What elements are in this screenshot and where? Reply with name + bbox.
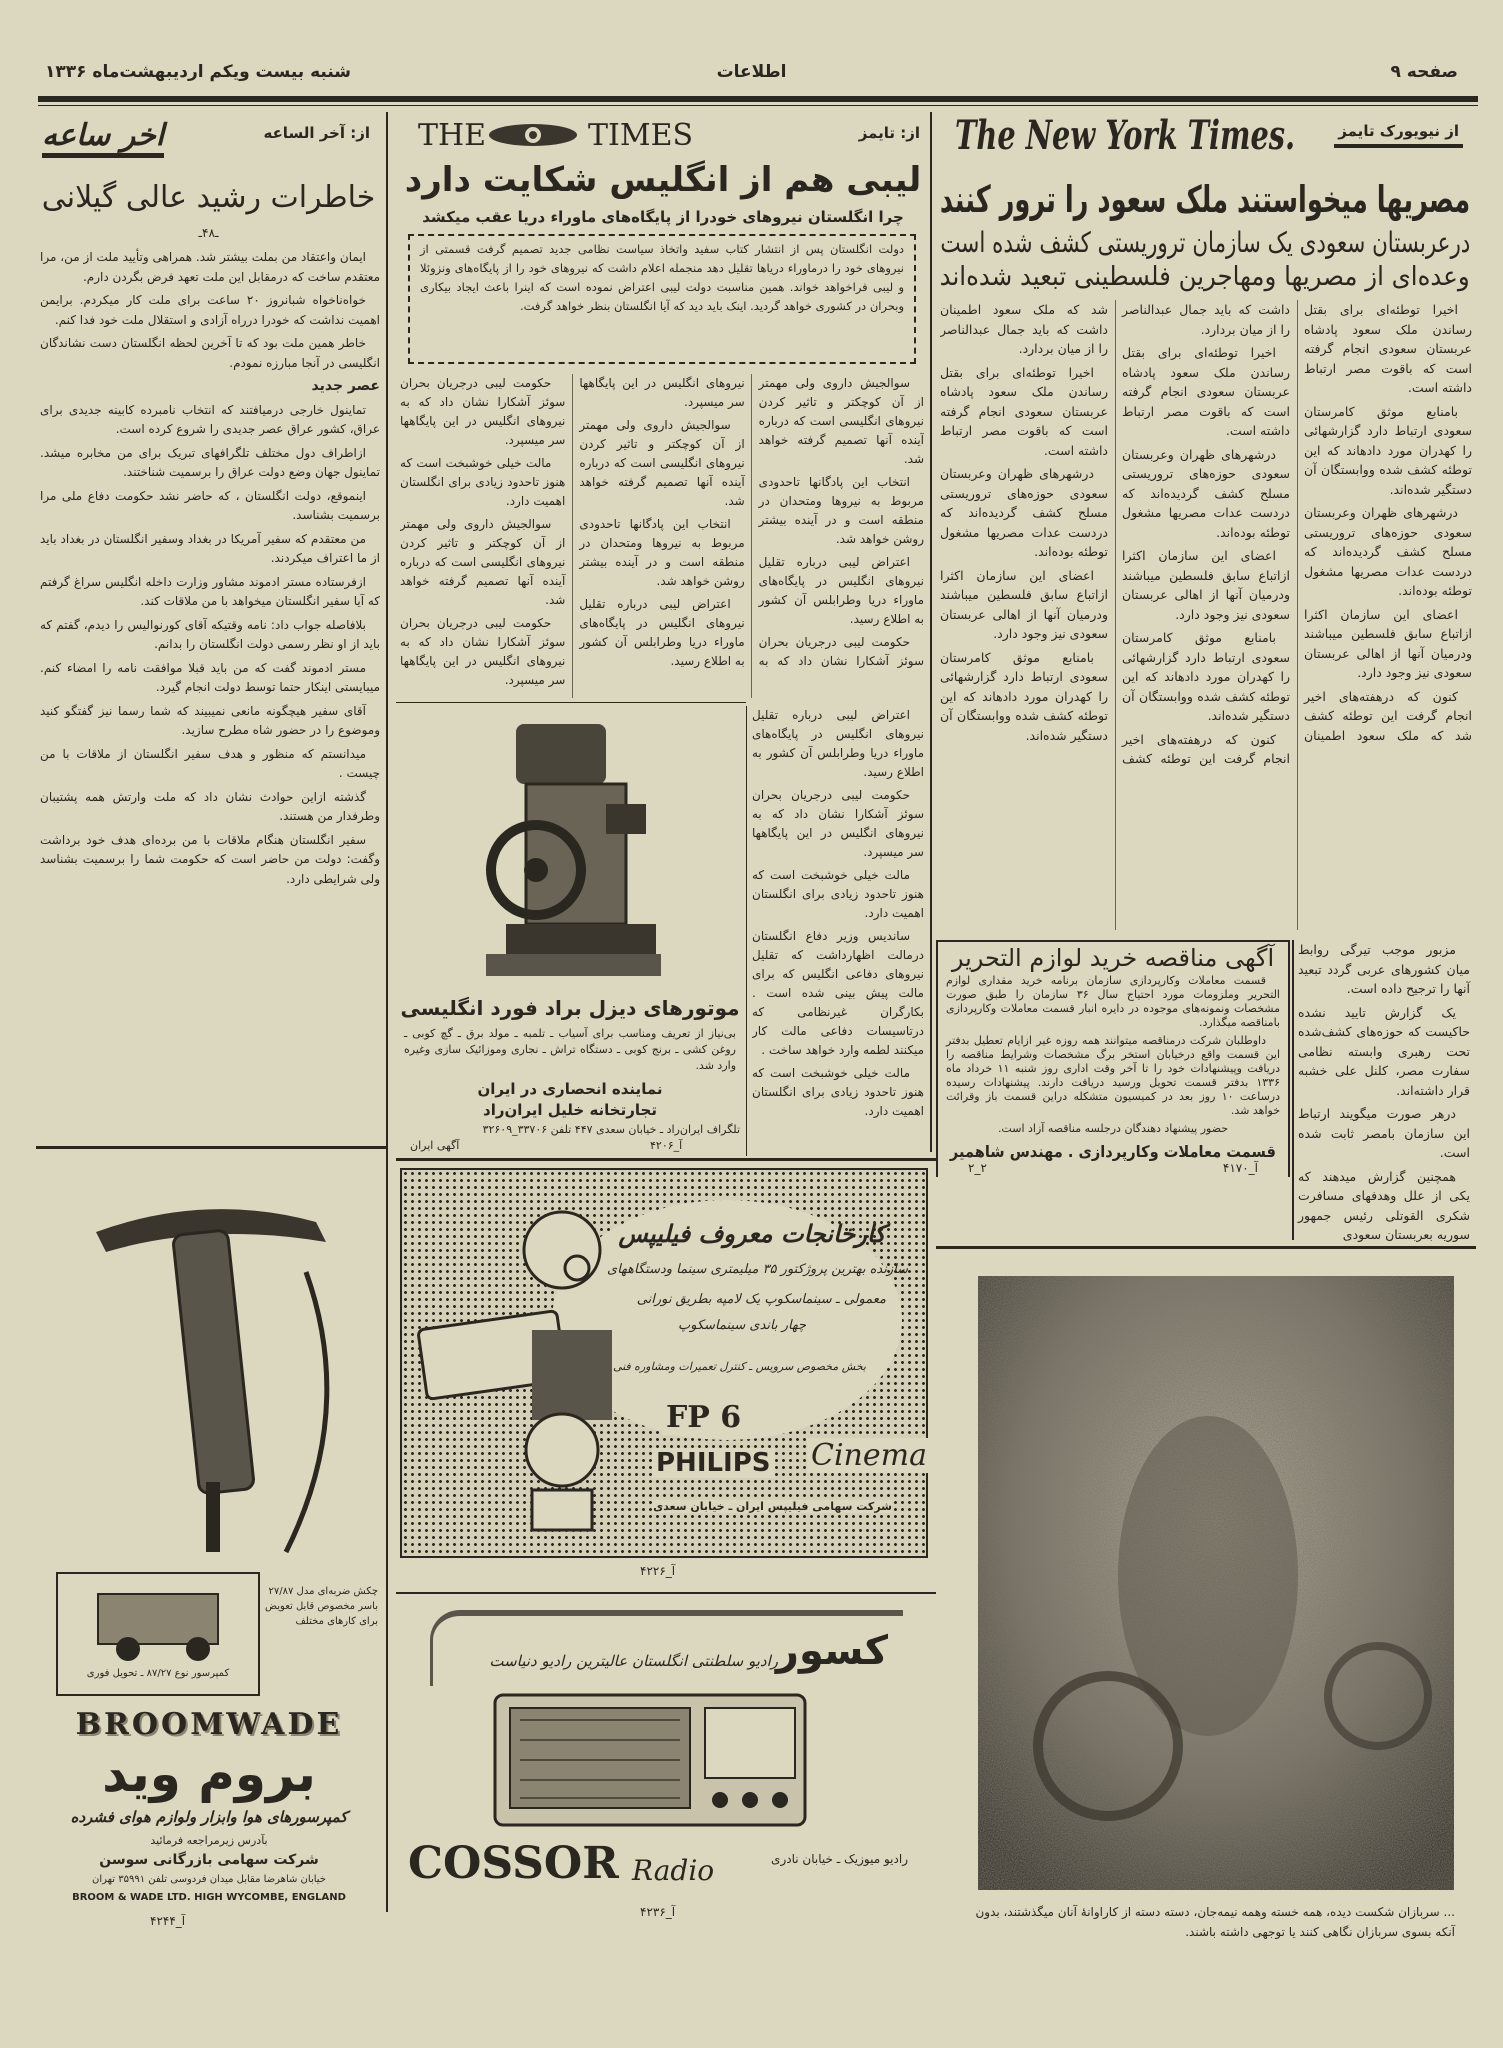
paragraph: حضور پیشنهاد دهندگان درجلسه مناقصه آزاد است. (997, 1122, 1229, 1135)
times-article-body (400, 374, 924, 698)
paragraph: حکومت لیبی درجریان بحران سوئز آشکارا نشان داد که به نیروهای انگلیس در این پایگاهها سر میسپرد. (579, 376, 924, 668)
nyt-masthead (955, 112, 1295, 159)
jackhammer-illustration (56, 1152, 376, 1562)
header-rule (38, 96, 1478, 102)
section-rule (36, 1146, 386, 1149)
philips-ad-line: سازنده بهترین پروژکتور ۳۵ میلیمتری سینما ودستگاههای (607, 1262, 908, 1277)
headline-text: لیبی هم از انگلیس شکایت دارد (404, 160, 922, 200)
section-rule (396, 1592, 936, 1594)
paragraph: ساندیس وزیر دفاع انگلستان درمالت اظهارداشت که تقلیل نیروهای دفاعی انگلیس که برای مالت پیش بینی شده است . بکارگران غیرنظامی که درتاسیسات دفاعی مالت کار میکنند لطمه وارد خواهد ساخت . (752, 929, 924, 1057)
paragraph: سوالجیش داروی ولی مهمتر از آن کوچکتر و تاثیر کردن نیروهای انگلیسی است که درباره آینده آنها تصمیم گرفته خواهد شد. (758, 376, 924, 466)
paragraph: اینموقع، دولت انگلستان ، که حاضر نشد حکومت دفاع ملی مرا برسمیت بشناسد. (40, 488, 380, 522)
nyt-subhead-2 (940, 262, 1470, 292)
nyt-article-body (940, 300, 1472, 930)
ad-code: آ_۴۱۷۰ (1222, 1161, 1258, 1175)
address-text: خیابان شاهرضا مقابل میدان فردوسی تلفن ۳۵۹۹۱ تهران (92, 1874, 326, 1885)
column-divider (930, 112, 932, 1152)
nyt-subhead-1 (940, 226, 1470, 259)
paragraph: میدانستم که منظور و هدف سفیر انگلستان از ملاقات با من چیست . (40, 746, 380, 780)
war-photo (978, 1276, 1454, 1890)
paragraph: حکومت لیبی درجریان بحران سوئز آشکارا نشان داد که به نیروهای انگلیس در این پایگاهها سر میسپرد. (752, 788, 924, 859)
title-text: کارخانجات معروف فیلیپس (618, 1220, 886, 1248)
diesel-engine-illustration (476, 710, 666, 992)
paragraph: ازاطراف دول مختلف تلگرافهای تبریک برای من مخابره میشد. تماینول جهان وضع دولت عراق را برسمیت شناختند. (40, 445, 380, 479)
paragraph: اخیرا توطئه‌ای برای بقتل رساندن ملک سعود پادشاه عربستان سعودی انجام گرفته است که باقوت مصر ارتباط داشته است. (1304, 302, 1472, 395)
paragraph: اعتراض لیبی درباره تقلیل نیروهای انگلیس در پایگاه‌های ماوراء دریا وطرابلس آن کشور به اطلاع رسید. (579, 597, 745, 668)
cossor-brand: COSSOR (408, 1838, 619, 1889)
tagline-text: کمپرسورهای هوا وابزار ولوازم هوای فشرده (70, 1808, 348, 1826)
subhead-text: درعربستان سعودی یک سازمان تروریستی کشف شده است (940, 226, 1470, 259)
title-text: آگهی مناقصه خرید لوازم التحریر (951, 944, 1275, 972)
philips-brand: PHILIPS (652, 1448, 775, 1478)
section-rule (396, 1158, 936, 1161)
ad-code: ۲_۲ (968, 1161, 987, 1175)
paragraph: اعضای این سازمان اکثرا ازاتباع سابق فلسطین میباشند ودرمیان آنها از اهالی عربستان سعودی نیز وجود دارد. (1122, 548, 1290, 622)
ad-code: آ_۴۲۴۴ (150, 1914, 186, 1928)
paragraph: گذشته ازاین حوادث نشان داد که ملت وارتش همه پشتیبان وطرفدار من هستند. (40, 789, 380, 823)
address-text: تلگراف ایران‌راد ـ خیابان سعدی ۴۴۷ تلفن ۳۳۷۰۶_۳۲۶۰۹ (482, 1123, 740, 1136)
cossor-brand-fa: کسور (775, 1628, 888, 1674)
paragraph: اعضای این سازمان اکثرا ازاتباع سابق فلسطین میباشند ودرمیان آنها از اهالی عربستان سعودی نیز وجود دارد. (1304, 606, 1472, 680)
paragraph: بامنابع موثق کامرستان سعودی ارتباط دارد گزارشهائی را کهدران مورد دادهاند که این توطئه کشف شده ووابستگان آن دستگیر شده‌اند. (940, 649, 1108, 743)
cossor-tagline: رادیو سلطنتی انگلستان عالیترین رادیو دنیاست (489, 1652, 778, 1670)
maker-text: BROOM & WADE LTD. HIGH WYCOMBE, ENGLAND (72, 1892, 346, 1903)
akhbar-headline (36, 180, 381, 215)
paragraph: حکومت لیبی درجریان بحران سوئز آشکارا نشان داد که به نیروهای انگلیس در این پایگاهها سر میسپرد. (400, 616, 566, 687)
philips-cinema-script: Cinema (807, 1438, 931, 1473)
paragraph: تماینول خارجی درمیافتند که انتخاب نامبرده کابینه جدیدی برای عراق، کشور عراق عصر جدیدی را شروع کرده است. (40, 402, 380, 436)
times-summary-box (408, 234, 916, 364)
paragraph: انتخاب این پادگانها تاحدودی مربوط به نیروها ومتحدان در منطقه است و در آینده بیشتر روشن خواهد شد. (758, 475, 924, 546)
akhbar-logo: اخر ساعه (42, 118, 164, 158)
broomwade-brand (36, 1707, 382, 1742)
broomwade-maker (36, 1892, 382, 1903)
page-number: صفحه ۹ (1390, 62, 1458, 82)
film-projector-illustration (412, 1210, 642, 1540)
ford-ad-address (400, 1123, 740, 1136)
section-heading: عصر جدید (311, 378, 380, 394)
ford-ad-company (396, 1101, 744, 1119)
header-rule-thin (38, 105, 1478, 106)
compressor-inset (56, 1572, 260, 1696)
column-divider (746, 706, 747, 1156)
paragraph: ازفرستاده مستر ادموند مشاور وزارت داخله انگلیس سراغ گرفتم که آیا سفیر انگلستان میخواهد با من ملاقات کند. (40, 574, 380, 608)
paragraph: مالت خیلی خوشبخت است که هنوز تاحدود زیادی برای انگلستان اهمیت دارد. (752, 1066, 924, 1118)
paragraph: همچنین گزارش میدهند که یکی از علل وهدفهای مسافرت شکری القوتلی رئیس جمهور سوریه بعربستان سعودی (1298, 1168, 1470, 1242)
paragraph: درشهرهای ظهران وعربستان سعودی حوزه‌های تروریستی مسلح کشف گردیده‌اند که دردست عدات مصریها مشغول توطئه بوده‌اند. (940, 466, 1108, 559)
nyt-headline (940, 178, 1470, 221)
masthead-text: The New York Times. (955, 112, 1296, 159)
nyt-source-label: از نیویورک تایمز (1334, 122, 1463, 148)
times-crest-icon (486, 122, 580, 148)
philips-cinema-ad (400, 1168, 928, 1558)
ad-code: آ_۴۲۳۶ (640, 1905, 676, 1919)
headline-text: خاطرات رشید عالی گیلانی (41, 180, 376, 215)
philips-ad-title (602, 1220, 902, 1248)
paragraph: یک گزارش تایید نشده حاکیست که حوزه‌های کشف‌شده تحت رهبری وابسته نظامی سفارت مصر، کلنل علی خشبه قرار داشته‌اند. (1298, 1004, 1470, 1098)
ford-ad-title (396, 996, 744, 1020)
broomwade-tagline (36, 1808, 382, 1826)
broomwade-address (36, 1874, 382, 1885)
paragraph: کنون که درهفته‌های اخیر انجام گرفت این توطئه کشف شد که ملک سعود اطمینان داشت که باید جمال عبدالناصر را از میان بردارد. (940, 302, 1290, 766)
ad-code: آ_۴۲۰۶ (650, 1139, 683, 1152)
paragraph: سفیر انگلستان هنگام ملاقات با من برده‌ای هدف خود برداشت وگفت: دولت من حاضر است که حکومت شما را برسمیت بشناسد ولی شرایطی دارد. (40, 832, 380, 886)
agent-text: نماینده انحصاری در ایران (477, 1080, 663, 1098)
paragraph: بامنابع موثق کامرستان سعودی ارتباط دارد گزارشهائی را کهدران مورد دادهاند که این توطئه کشف شده ووابستگان آن دستگیر شده‌اند. (1304, 403, 1472, 497)
paragraph: آقای سفیر هیچگونه مانعی نمیبیند که شما رسما نیز گفتگو کنید وموضوع را در حضور شاه مطرح سازید. (40, 703, 380, 737)
paragraph: سوالجیش داروی ولی مهمتر از آن کوچکتر و تاثیر کردن نیروهای انگلیسی است که درباره آینده آنها تصمیم گرفته خواهد شد. (579, 418, 745, 508)
section-rule (936, 1246, 1476, 1249)
paragraph: خواه‌ناخواه شبانروز ۲۰ ساعت برای ملت کار میکردم. برایمن اهمیت نداشت که خودرا درراه آزادی و استقلال ملت خود فدا کنم. (40, 293, 380, 327)
jackhammer-note: چکش ضربه‌ای مدل ۲۷/۸۷ باسر مخصوص قابل تعویض برای کارهای مختلف (265, 1586, 378, 1627)
compressor-caption: کمپرسور نوع ۸۷/۲۷ ـ تحویل فوری (86, 1668, 230, 1679)
company-text: تجارتخانه خلیل ایران‌راد (483, 1101, 657, 1119)
paragraph: اعتراض لیبی درباره تقلیل نیروهای انگلیس در پایگاه‌های ماوراء دریا وطرابلس آن کشور به اطلاع رسید. (758, 555, 924, 626)
paragraph: داوطلبان شرکت درمناقصه میتوانند همه روزه غیر ازایام تعطیل بدفتر این قسمت واقع درخیابان استخر برگ مشخصات وشرایط مناقصه را دریافت وپیشنهادات خود را تا آخر وقت اداری روز شنبه ۱۱ خرداد ماه ۱۳۳۶ بدفتر قسمت تحویل ورسید دریافت دارند. پیشنهادات رسیده درساعت ۱۰ روز بعد در کمیسیون متشکله دراین قسمت باز وقرائت خواهد شد. (946, 1034, 1281, 1117)
paragraph: انتخاب این پادگانها تاحدودی مربوط به نیروها ومتحدان در منطقه است و در آینده بیشتر روشن خواهد شد. (579, 517, 745, 588)
column-divider (386, 112, 388, 1912)
newspaper-name: اطلاعات (716, 62, 787, 82)
times-headline (398, 160, 928, 200)
paragraph: کنون که درهفته‌های اخیر انجام گرفت این توطئه کشف شد که ملک سعود اطمینان داشت که باید جمال عبدالناصر را از میان بردارد. (1122, 302, 1472, 743)
akhbar-article-body (40, 248, 380, 1128)
subhead-text: چرا انگلستان نیروهای خودرا از پایگاه‌های ماوراء دریا عقب میکشد (422, 208, 904, 226)
broomwade-company: شرکت سهامی بازرگانی سوسن (99, 1852, 319, 1868)
times-subhead (398, 208, 928, 226)
times-article-continuation (752, 706, 924, 1151)
brand-text: BROOMWADE (75, 1707, 343, 1742)
times-masthead-times: TIMES (588, 118, 694, 153)
paragraph: بلافاصله جواب داد: نامه وقتیکه آقای کورنوالیس را دیدم، گفتم که باید از او نظر رسمی دولت انگلستان را بدانم. (40, 617, 380, 651)
caption-line: ... سربازان شکست دیده، همه خسته وهمه نیمه‌جان، دسته دسته از کاراوانهٔ آنان میگذشتند، بدون (975, 1905, 1455, 1919)
philips-dealer: شرکت سهامی فیلیپس ایران ـ خیابان سعدی (653, 1500, 892, 1513)
paragraph: خاطر همین ملت بود که تا آخرین لحظه انگلستان دست نشاندگان انگلیسی در آنجا مبارزه نمودم. (40, 336, 380, 370)
philips-ad-line: بخش مخصوص سرویس ـ کنترل تعمیرات ومشاوره فنی (612, 1360, 866, 1373)
ad-code: آ_۴۲۲۶ (640, 1564, 676, 1578)
paragraph: درهر صورت میگویند ارتباط این سازمان بامصر ثابت شده است. (1298, 1106, 1470, 1160)
paragraph: مالت خیلی خوشبخت است که هنوز تاحدود زیادی برای انگلستان اهمیت دارد. (752, 868, 924, 920)
ford-ad-body: بی‌نیاز از تعریف ومناسب برای آسیاب ـ تلمبه ـ مولد برق ـ گچ کوبی ـ روغن کشی ـ برنج کوبی ـ دستگاه تراش ـ نجاری وموزائیک سازی وغیره وارد شد. (404, 1027, 736, 1072)
radio-illustration (490, 1690, 810, 1830)
tender-ad-title (938, 944, 1288, 972)
paragraph: درشهرهای ظهران وعربستان سعودی حوزه‌های تروریستی مسلح کشف گردیده‌اند که دردست عدات مصریها مشغول توطئه بوده‌اند. (1122, 446, 1290, 540)
times-source-label: از: تایمز (858, 124, 920, 142)
summary-text: دولت انگلستان پس از انتشار کتاب سفید واتخاذ سیاست نظامی جدید تصمیم گرفت قسمتی از نیروهای خود را درماوراء دریاها تقلیل دهد منجمله اعلام داشت که نیروهای خود را از پایگاه‌های ونزوئلا و لیبی فراخواهد خواند. همین مناسبت دولت لیبی اعتراض نموده است که اینرا باعث ایجاد بیکاری وبحران در کشوری خواهد گردید. اینک باید دید که آیا انگلستان بنظر خواهد گرفت. (420, 242, 904, 313)
compressor-illustration (58, 1574, 254, 1664)
paragraph: اعضای این سازمان اکثرا ازاتباع سابق فلسطین میباشند ودرمیان آنها از اهالی عربستان سعودی نیز وجود دارد. (940, 567, 1108, 641)
paragraph: اخیرا توطئه‌ای برای بقتل رساندن ملک سعود پادشاه عربستان سعودی انجام گرفته است که باقوت مصر ارتباط داشته است. (1122, 345, 1290, 438)
nyt-article-continuation (1298, 940, 1470, 1249)
paragraph: مستر ادموند گفت که من باید قبلا موافقت نامه را امضاء کنم. میبایستی اینکار حتما توسط دولت انجام گیرد. (40, 660, 380, 694)
photo-caption (975, 1902, 1455, 1942)
paragraph: حکومت لیبی درجریان بحران سوئز آشکارا نشان داد که به نیروهای انگلیس در این پایگاهها سر میسپرد. (400, 376, 566, 447)
column-divider (1292, 940, 1294, 1240)
paragraph: سوالجیش داروی ولی مهمتر از آن کوچکتر و تاثیر کردن نیروهای انگلیسی است که درباره آینده آنها تصمیم گرفته خواهد شد. (400, 517, 566, 607)
paragraph: مزبور موجب تیرگی روابط میان کشورهای عربی گردد تبعید آنها را ترجیح داده است. (1298, 942, 1470, 996)
broomwade-contact-intro: بآدرس زیرمراجعه فرمائید (150, 1834, 268, 1847)
section-rule (396, 702, 746, 703)
broomwade-brand-fa: بروم وید (102, 1745, 316, 1803)
akhbar-source-label: از: آخر الساعه (263, 124, 370, 142)
signature-text: قسمت معاملات وکارپردازی . مهندس شاهمیر (950, 1142, 1276, 1161)
headline-text: مصریها میخواستند ملک سعود را ترور کنند (939, 178, 1471, 221)
issue-date: شنبه بیست ویکم اردیبهشت‌ماه ۱۳۳۶ (45, 62, 352, 82)
cossor-radio-script: Radio (632, 1854, 715, 1887)
paragraph: من معتقدم که سفیر آمریکا در بغداد وسفیر انگلستان در بغداد باید از ما اعتراف میکردند. (40, 531, 380, 565)
caption-line: آنکه بسوی سربازان نگاهی کنند یا توجهی داشته باشند. (1185, 1925, 1455, 1939)
times-masthead-the: THE (418, 118, 487, 153)
tender-ad-body (938, 972, 1288, 1142)
paragraph: درشهرهای ظهران وعربستان سعودی حوزه‌های تروریستی مسلح کشف گردیده‌اند که دردست عدات مصریها مشغول توطئه بوده‌اند. (1304, 505, 1472, 598)
paragraph: اخیرا توطئه‌ای برای بقتل رساندن ملک سعود پادشاه عربستان سعودی انجام گرفته است که باقوت مصر ارتباط داشته است. (940, 364, 1108, 458)
paragraph: بامنابع موثق کامرستان سعودی ارتباط دارد گزارشهائی را کهدران مورد دادهاند که این توطئه کشف شده ووابستگان آن دستگیر شده‌اند. (1122, 630, 1290, 723)
paragraph: ایمان واعتقاد من بملت بیشتر شد. همراهی وتأیید ملت از من، مرا معتقدم ساخت که درمقابل این ملت تعهد فرض بگردن دارم. (40, 250, 380, 284)
tender-ad-signature (938, 1142, 1288, 1161)
paragraph: اعتراض لیبی درباره تقلیل نیروهای انگلیس در پایگاه‌های ماوراء دریا وطرابلس آن کشور به اطلاع رسید. (752, 708, 924, 779)
bradford-diesel-ad (396, 706, 744, 1078)
paragraph: قسمت معاملات وکارپردازی سازمان برنامه خرید مقداری لوازم التحریر وملزومات مورد احتیاج سال ۳۶ سازمان را طبق صورت مشخصات ونمونه‌های موجوده در دایره انبار قسمت معاملات وکارپردازی بامناقصه میگذارد. (946, 974, 1280, 1029)
philips-ad-line: چهار باندی سینماسکوپ (678, 1318, 806, 1333)
ford-ad-agency: آگهی ایران (410, 1139, 460, 1152)
subhead-text: وعده‌ای از مصریها ومهاجرین فلسطینی تبعید شده‌اند (939, 262, 1471, 292)
cossor-radio-ad (400, 1600, 928, 1900)
broomwade-ad (36, 1152, 382, 1912)
philips-ad-line: معمولی ـ سینماسکوپ یک لامپه بطریق نورانی (636, 1292, 886, 1307)
title-text: موتورهای دیزل براد فورد انگلیسی (400, 996, 740, 1020)
philips-model: FP 6 (662, 1400, 745, 1435)
paragraph: مالت خیلی خوشبخت است که هنوز تاحدود زیادی برای انگلستان اهمیت دارد. (400, 456, 566, 508)
cossor-dealer: رادیو میوزیک ـ خیابان نادری (771, 1852, 908, 1866)
ford-ad-agent (396, 1080, 744, 1098)
akhbar-part-number: ـ۴۸ـ (198, 226, 219, 240)
tender-ad (936, 940, 1290, 1177)
